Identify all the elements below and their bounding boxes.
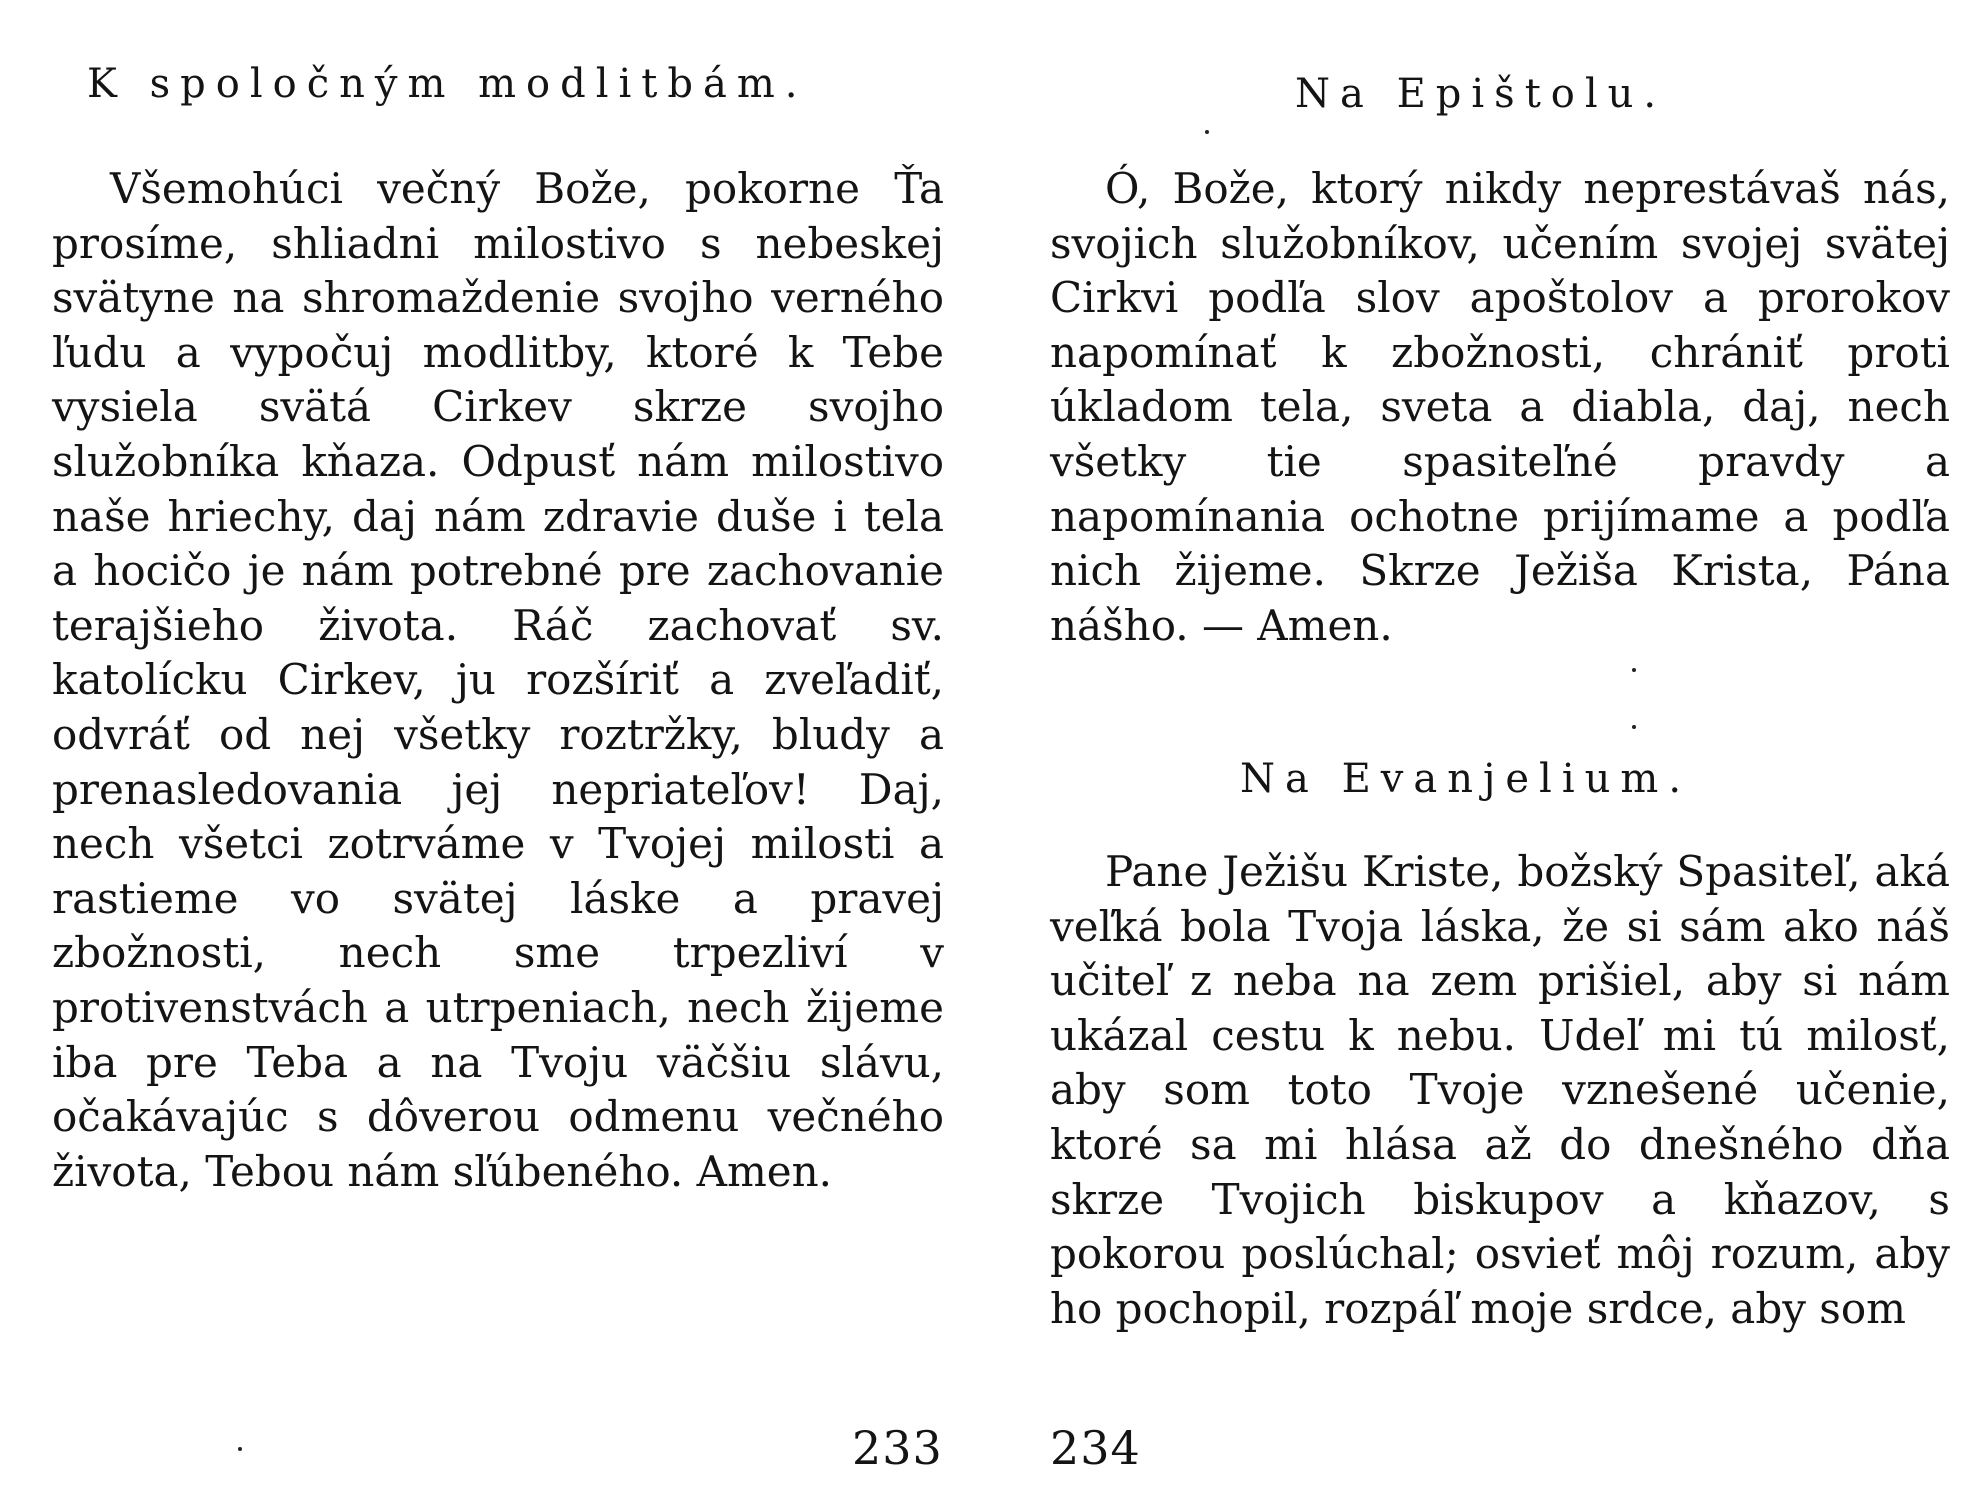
section-heading-epistle: Na Epištolu.: [1295, 71, 1667, 117]
prayer-paragraph-epistle: Ó, Bože, ktorý nikdy neprestávaš nás, svojich služobníkov, učením svojej svätej Cirkvi podľa slov apoštolov a prorokov napomínať k zbožnosti, chrániť proti úkladom tela, sveta a diabla, daj, nech všetky tie spasiteľné pravdy a napomínania ochotne prijímame a podľa nich žijeme. Skrze Ježiša Krista, Pána nášho. — Amen.: [1050, 164, 1950, 650]
scan-speck: [1632, 725, 1636, 729]
prayer-paragraph-gospel: Pane Ježišu Kriste, božský Spasiteľ, aká veľká bola Tvoja láska, že si sám ako náš učiteľ z neba na zem prišiel, aby si nám ukázal cestu k nebu. Udeľ mi tú milosť, aby som toto Tvoje vznešené učenie, ktoré sa mi hlása až do dnešného dňa skrze Tvojich biskupov a kňazov, s pokorou poslúchal; osvieť môj rozum, aby ho pochopil, rozpáľ moje srdce, aby som: [1050, 847, 1950, 1333]
scan-speck: [238, 1447, 242, 1451]
page-number-left: 233: [852, 1421, 943, 1475]
right-page: [1050, 0, 1950, 1500]
page-number-right: 234: [1050, 1421, 1141, 1475]
section-heading-common-prayers: K spoločným modlitbám.: [87, 61, 808, 107]
left-page: [52, 0, 944, 1500]
scan-speck: [1205, 130, 1209, 134]
section-heading-gospel: Na Evanjelium.: [1240, 756, 1692, 802]
prayer-paragraph-common-prayers: Všemohúci večný Bože, pokorne Ťa prosíme, shliadni milostivo s nebeskej svätyne na shromaždenie svojho verného ľudu a vypočuj modlitby, ktoré k Tebe vysiela svätá Cirkev skrze svojho služobníka kňaza. Odpusť nám milostivo naše hriechy, daj nám zdravie duše i tela a hocičo je nám potrebné pre zachovanie terajšieho života. Ráč zachovať sv. katolícku Cirkev, ju rozšíriť a zveľadiť, odvráť od nej všetky roztržky, bludy a prenasledovania jej nepriateľov! Daj, nech všetci zotrváme v Tvojej milosti a rastieme vo svätej láske a pravej zbožnosti, nech sme trpezliví v protivenstvách a utrpeniach, nech žijeme iba pre Teba a na Tvoju väčšiu slávu, očakávajúc s dôverou odmenu večného života, Tebou nám sľúbeného. Amen.: [52, 164, 944, 1196]
scan-speck: [1632, 668, 1636, 672]
